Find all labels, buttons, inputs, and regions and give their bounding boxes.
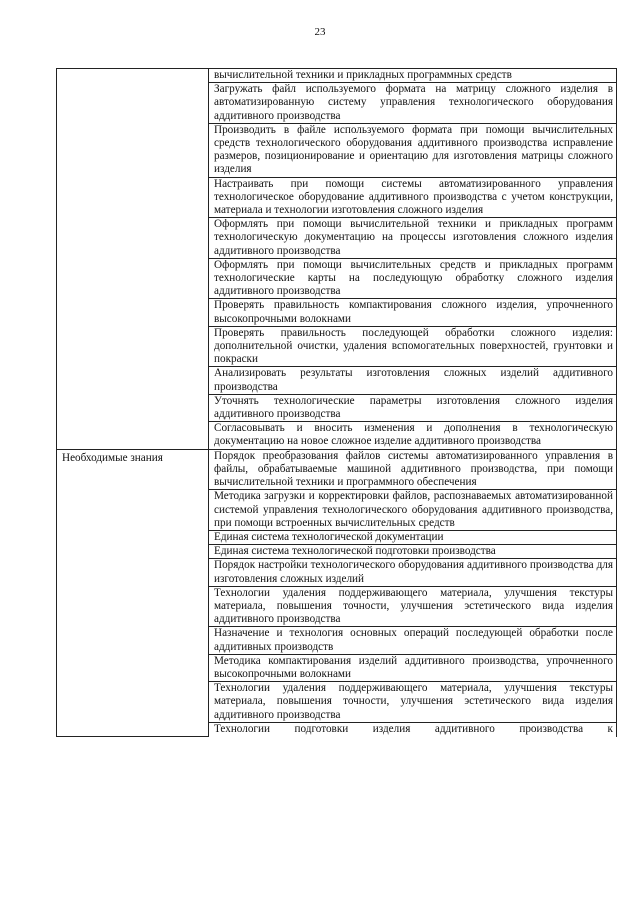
ability-item: Проверять правильность последующей обработки сложного изделия: дополнительной очистки, удаления вспомогательных поверхностей, грунтовки и покраски	[209, 326, 617, 367]
ability-item: Производить в файле используемого формата при помощи вычислительных средств технологического оборудования аддитивного производства исправление размеров, позиционирование и ориентацию для изготовления матрицы сложного изделия	[209, 123, 617, 177]
ability-item: Оформлять при помощи вычислительной техники и прикладных программ технологическую документацию на процессы изготовления сложного изделия аддитивного производства	[209, 218, 617, 259]
knowledge-item: Порядок настройки технологического оборудования аддитивного производства для изготовления сложных изделий	[209, 559, 617, 586]
knowledge-item: Технологии удаления поддерживающего материала, улучшения текстуры материала, повышения точности, улучшения эстетического вида изделия аддитивного производства	[209, 586, 617, 627]
knowledge-item-text: Технологии подготовки изделия аддитивного производства к	[214, 722, 613, 735]
ability-item: вычислительной техники и прикладных программных средств	[209, 69, 617, 83]
ability-item: Анализировать результаты изготовления сложных изделий аддитивного производства	[209, 367, 617, 394]
knowledge-item: Методика загрузки и корректировки файлов, распознаваемых автоматизированной системой управления технологического оборудования аддитивного производства, при помощи встроенных вычислительных средств	[209, 490, 617, 531]
knowledge-item: Единая система технологической подготовки производства	[209, 545, 617, 559]
ability-item: Оформлять при помощи вычислительных средств и прикладных программ технологические карты на последующую обработку сложного изделия аддитивного производства	[209, 258, 617, 299]
knowledge-item: Методика компактирования изделий аддитивного производства, упрочненного высокопрочными волокнами	[209, 654, 617, 681]
knowledge-item-continued	[209, 722, 617, 737]
ability-item: Уточнять технологические параметры изготовления сложного изделия аддитивного производства	[209, 394, 617, 421]
ability-item: Настраивать при помощи системы автоматизированного управления технологическое оборудование аддитивного производства с учетом конструкции, материала и технологии изготовления сложного изделия	[209, 177, 617, 218]
page-number: 23	[314, 26, 326, 38]
knowledge-item: Единая система технологической документации	[209, 530, 617, 544]
skills-table	[56, 68, 617, 737]
abilities-label-cell	[57, 69, 209, 450]
knowledge-item: Порядок преобразования файлов системы автоматизированного управления в файлы, обрабатываемые машиной аддитивного производства, при помощи вычислительной техники и программного обеспечения	[209, 449, 617, 490]
ability-item: Проверять правильность компактирования сложного изделия, упрочненного высокопрочными волокнами	[209, 299, 617, 326]
table-row	[57, 69, 617, 83]
knowledge-item: Назначение и технология основных операций последующей обработки после аддитивных производств	[209, 627, 617, 654]
knowledge-label: Необходимые знания	[57, 449, 209, 737]
ability-item: Загружать файл используемого формата на матрицу сложного изделия в автоматизированную систему управления технологического оборудования аддитивного производства	[209, 83, 617, 124]
knowledge-item: Технологии удаления поддерживающего материала, улучшения текстуры материала, повышения точности, улучшения эстетического вида изделия аддитивного производства	[209, 682, 617, 723]
table-row	[57, 449, 617, 490]
ability-item: Согласовывать и вносить изменения и дополнения в технологическую документацию на новое сложное изделие аддитивного производства	[209, 422, 617, 449]
